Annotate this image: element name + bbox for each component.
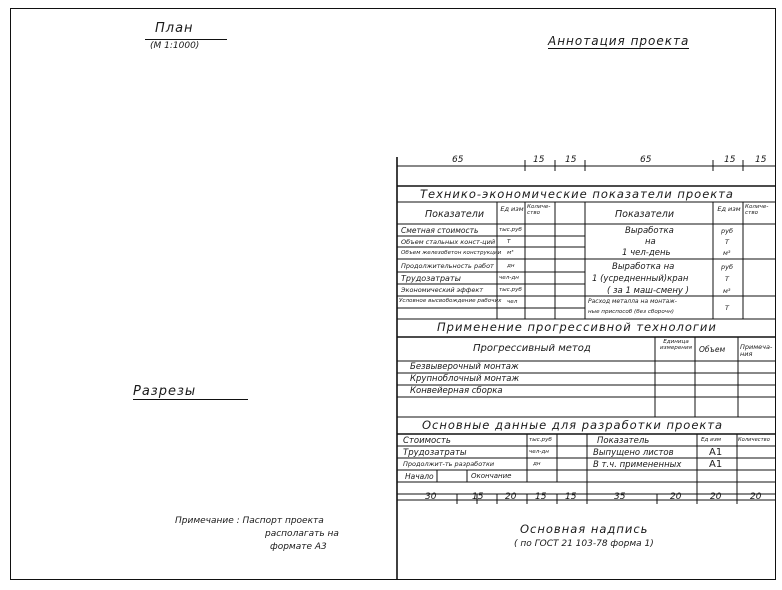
tep-crane-unit-1: руб	[721, 263, 733, 271]
tep-crane-output-2: 1 (усредненный)кран	[592, 274, 689, 284]
basic-start: Начало	[405, 472, 434, 481]
top-dim-6: 15	[755, 155, 767, 165]
basic-row-name: Стоимость	[403, 436, 451, 446]
tep-head-unit: Ед изм	[500, 205, 524, 213]
tep-row-name: Объем стальных конст-ций	[401, 238, 496, 246]
basic-row-name: Трудозатраты	[403, 448, 467, 458]
tep-metal-unit: Т	[725, 304, 729, 312]
tep-output-3: 1 чел-день	[622, 248, 671, 258]
tep-head-indicators-2: Показатели	[615, 209, 675, 220]
stamp-title: Основная надпись	[520, 522, 649, 536]
basic-head-unit: Ед изм	[701, 437, 722, 443]
prog-head-unit: Единица измерения	[660, 339, 692, 351]
tep-row-unit: чел-дн	[499, 275, 519, 281]
bottom-dim: 30	[425, 492, 437, 502]
bottom-dim: 20	[505, 492, 517, 502]
tep-head-qty-2: Количе-ство	[745, 204, 769, 216]
annotation-title: Аннотация проекта	[548, 34, 690, 48]
tep-head-indicators: Показатели	[425, 209, 485, 220]
top-dim-1: 65	[452, 155, 464, 165]
prog-title: Применение прогрессивной технологии	[437, 320, 717, 334]
tep-head-unit-2: Ед изм	[717, 205, 741, 213]
tep-row-name: Условное высвобождение рабочих	[399, 298, 502, 304]
tep-title: Технико-экономические показатели проекта	[420, 187, 734, 201]
stamp-subtitle: ( по ГОСТ 21 103-78 форма 1)	[514, 539, 654, 549]
top-dim-4: 65	[640, 155, 652, 165]
basic-title: Основные данные для разработки проекта	[422, 418, 724, 432]
basic-row-unit: дн	[533, 461, 541, 467]
basic-sheets-applied-value: А1	[709, 459, 723, 470]
tep-row-unit: Т	[507, 239, 511, 245]
prog-row: Безвыверочный монтаж	[410, 362, 519, 372]
basic-row-name: Продолжит-ть разработки	[403, 460, 495, 468]
basic-row-unit: чел-дн	[529, 449, 549, 455]
tep-metal-1: Расход металла на монтаж-	[588, 298, 677, 305]
tep-metal-2: ные приспособ (без сборочн)	[588, 309, 674, 315]
basic-sheets-issued-value: А1	[709, 447, 723, 458]
tep-row-unit: дн	[507, 263, 515, 269]
tep-output-unit-2: Т	[725, 238, 729, 246]
tep-row-name: Продолжительность работ	[401, 262, 494, 270]
basic-head-qty: Количество	[738, 437, 770, 443]
basic-sheets-issued: Выпущено листов	[593, 448, 674, 458]
basic-sheets-applied: В т.ч. примененных	[593, 460, 682, 470]
tep-row-unit: чел	[507, 299, 518, 305]
bottom-dim: 15	[472, 492, 484, 502]
sections-label: Разрезы	[133, 385, 248, 400]
tep-crane-unit-3: м³	[723, 287, 731, 295]
prog-head-volume: Объем	[699, 345, 726, 354]
note-line-1: Примечание : Паспорт проекта	[175, 516, 324, 526]
tep-crane-output-3: ( за 1 маш-смену )	[607, 286, 689, 296]
bottom-dim: 15	[565, 492, 577, 502]
tep-output-unit-1: руб	[721, 227, 733, 235]
plan-scale: (М 1:1000)	[150, 41, 200, 51]
bottom-dim: 20	[670, 492, 682, 502]
bottom-dim: 15	[535, 492, 547, 502]
bottom-dim: 20	[750, 492, 762, 502]
prog-head-note: Примеча-ния	[740, 343, 773, 358]
tep-row-name: Сметная стоимость	[401, 226, 479, 235]
tep-row-unit: тыс.руб	[499, 287, 522, 293]
top-dim-3: 15	[565, 155, 577, 165]
tep-crane-output-1: Выработка на	[612, 262, 675, 272]
tep-crane-unit-2: Т	[725, 275, 729, 283]
tep-row-name: Трудозатраты	[401, 274, 461, 283]
prog-head-method: Прогрессивный метод	[473, 343, 591, 354]
top-dim-5: 15	[724, 155, 736, 165]
tep-row-unit: м³	[507, 250, 514, 256]
basic-head-indicator: Показатель	[597, 436, 650, 446]
plan-title-underline	[145, 39, 227, 40]
note-line-2: располагать на	[265, 529, 339, 539]
basic-end: Окончание	[471, 472, 512, 480]
tep-row-name: Экономический эффект	[401, 286, 484, 294]
bottom-dim: 20	[710, 492, 722, 502]
tep-row-name: Объем железобетон конструкции	[401, 250, 502, 256]
tep-output-2: на	[645, 237, 656, 247]
prog-row: Конвейерная сборка	[410, 386, 503, 396]
tep-head-qty: Количе-ство	[527, 204, 551, 216]
basic-row-unit: тыс.руб	[529, 437, 552, 443]
plan-title: План	[155, 21, 194, 36]
prog-row: Крупноблочный монтаж	[410, 374, 520, 384]
tep-output-unit-3: м³	[723, 249, 731, 257]
tep-output-1: Выработка	[625, 226, 674, 236]
note-line-3: формате А3	[270, 542, 327, 552]
top-dim-2: 15	[533, 155, 545, 165]
tep-row-unit: тыс.руб	[499, 227, 522, 233]
bottom-dim: 35	[614, 492, 626, 502]
